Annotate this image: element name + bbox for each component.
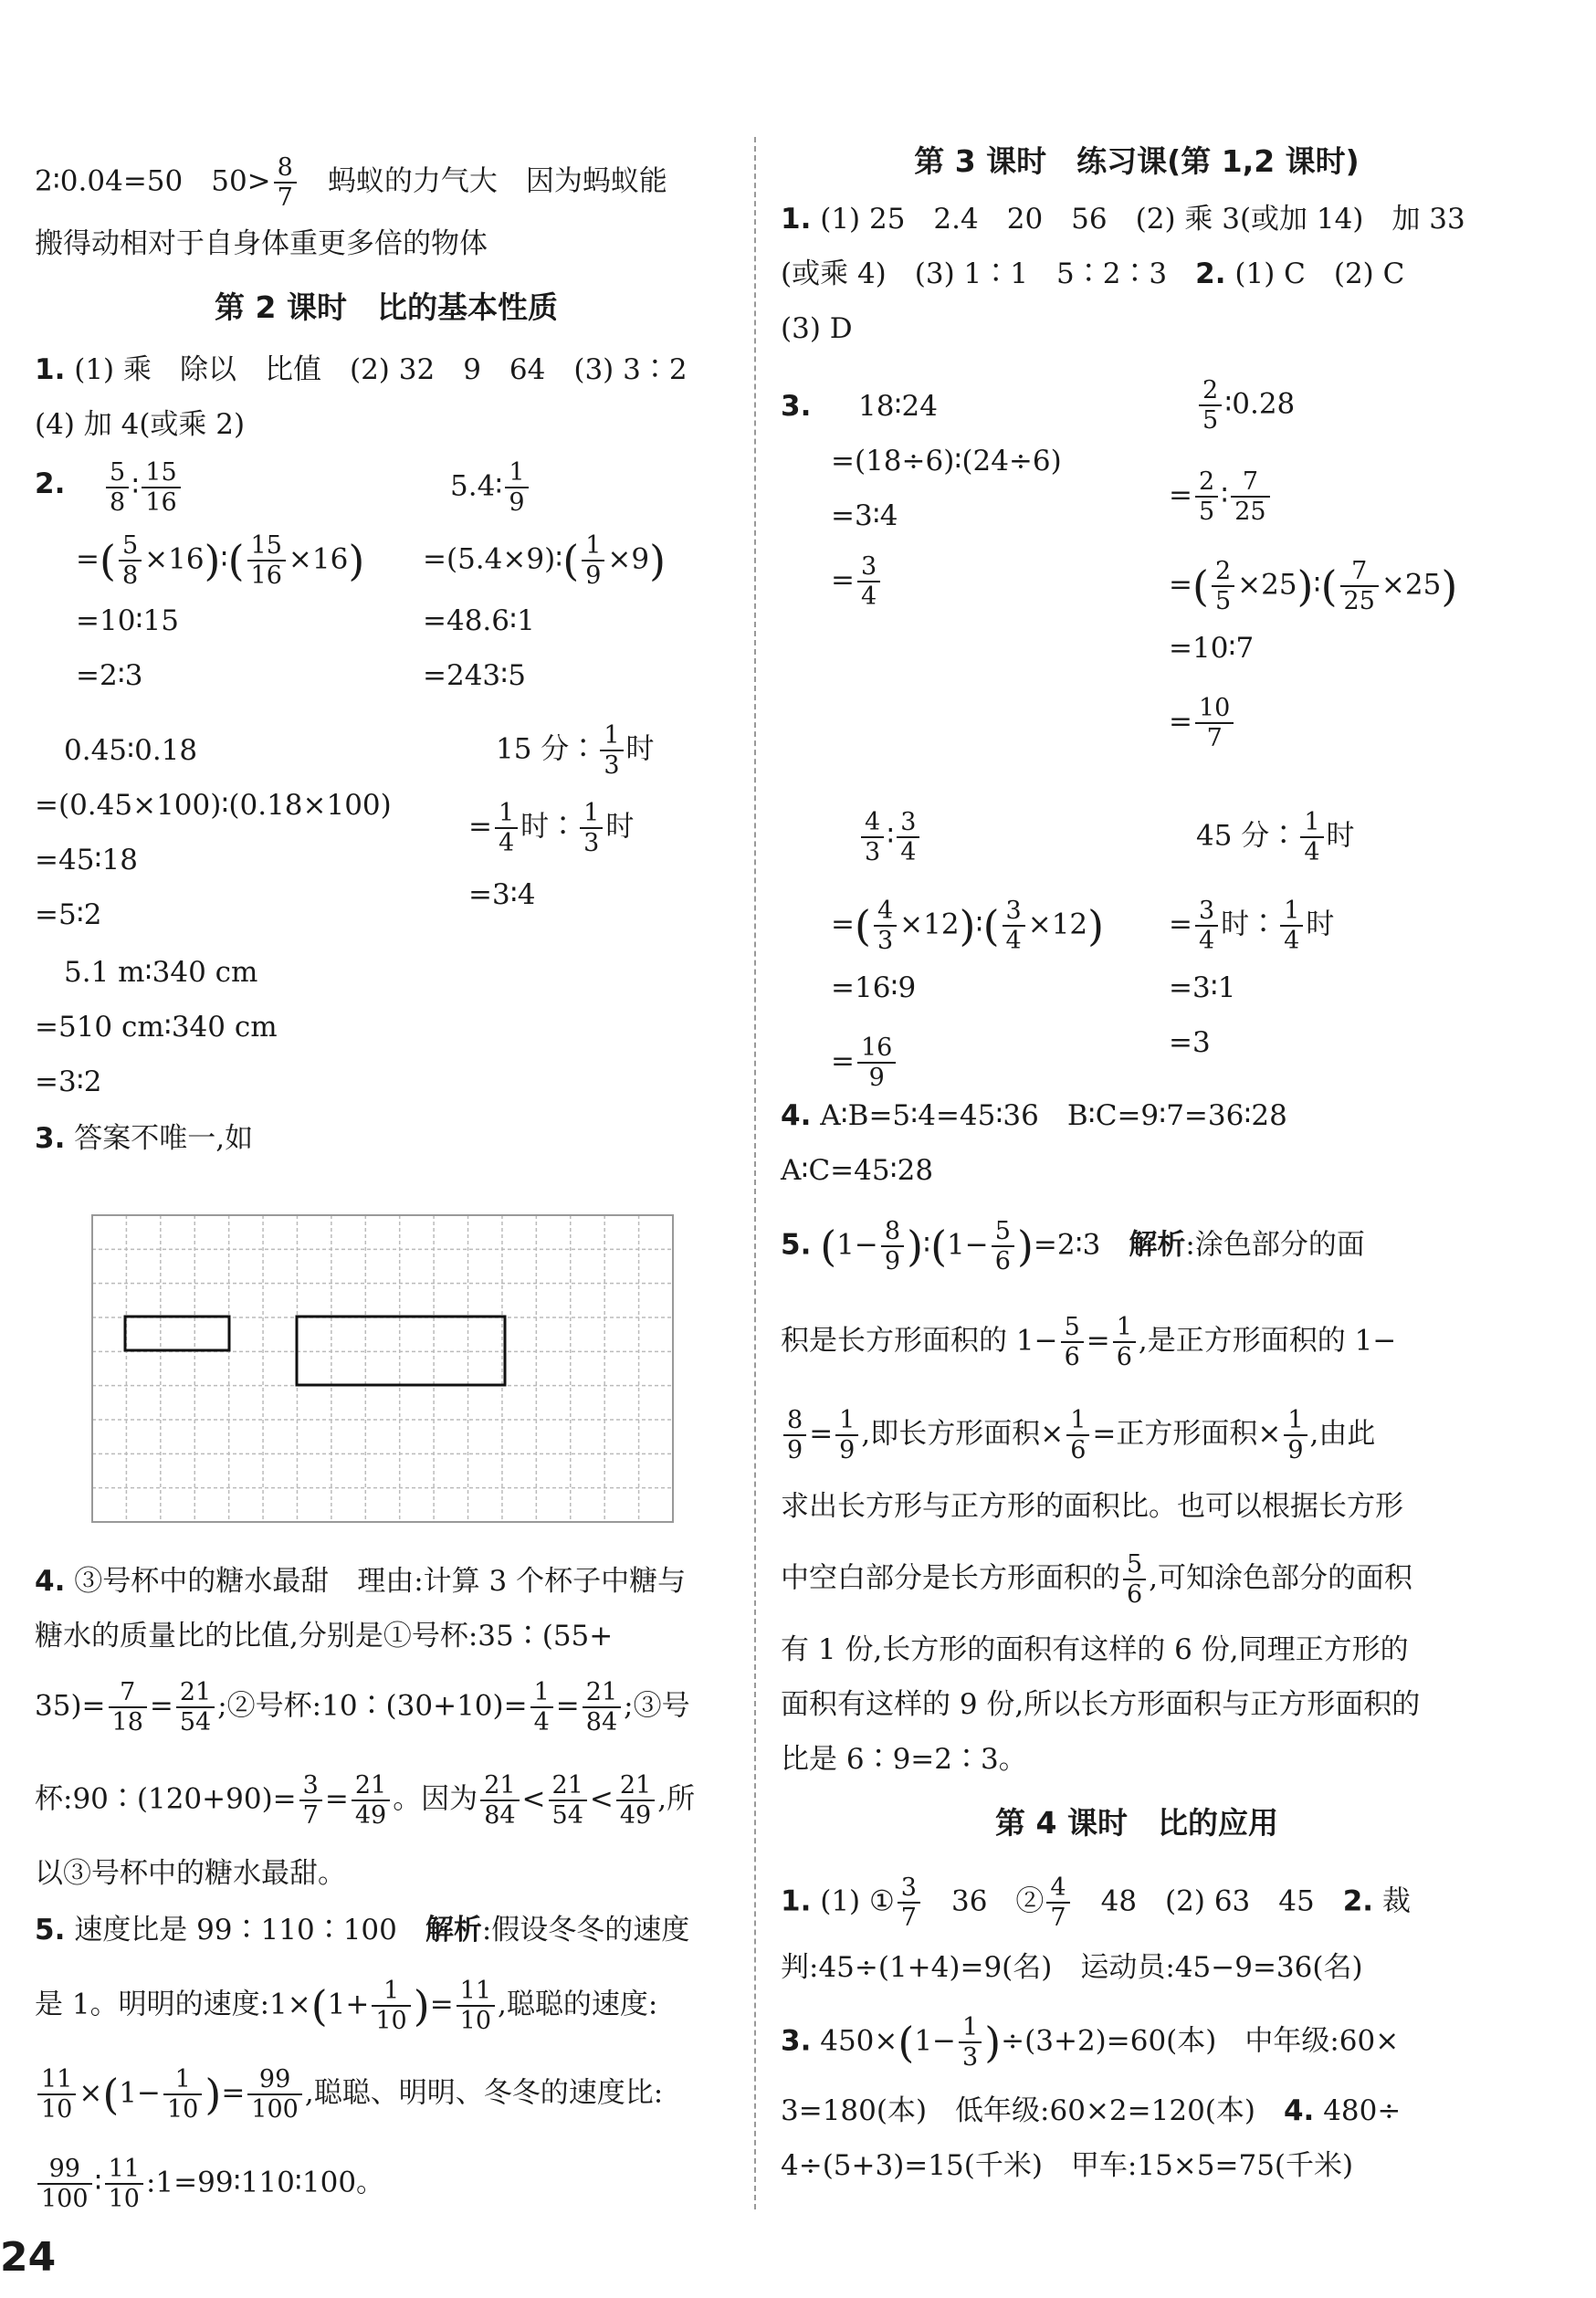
r-q5-line-2: 积是长方形面积的 1− $\frac{5}{6}$ = $\frac{1}{6}$ ,是正方形面积的 1−	[781, 1313, 1397, 1371]
r-q3d-step2: = $\frac{3}{4}$ 时∶ $\frac{1}{4}$ 时	[1169, 897, 1335, 955]
section-title-lesson-4: 第 4 课时 比的应用	[995, 1805, 1278, 1841]
q2c-step4: =5∶2	[35, 898, 102, 931]
r-q5-line-8: 比是 6∶9=2∶3。	[781, 1743, 1027, 1776]
q2a-step2: =( $\frac{5}{8}$ ×16)∶( $\frac{15}{16}$ ×16)	[76, 531, 365, 590]
r-q5-line-7: 面积有这样的 9 份,所以长方形面积与正方形面积的	[781, 1688, 1421, 1721]
q2e-step1: 5.1 m∶340 cm	[64, 956, 258, 989]
r-q5-line-6: 有 1 份,长方形的面积有这样的 6 份,同理正方形的	[781, 1633, 1409, 1666]
q3-line: 3. 答案不唯一,如	[35, 1122, 254, 1155]
q4-line-4: 杯:90∶(120+90)= $\frac{3}{7}$ = $\frac{21}{49}$ 。因为 $\frac{21}{84}$ < $\frac{21}{54}$ < $\frac{21}{49}$ ,所	[35, 1771, 696, 1830]
r-q5-line-4: 求出长方形与正方形的面积比。也可以根据长方形	[781, 1490, 1403, 1523]
s4-q2-line: 判:45÷(1+4)=9(名) 运动员:45−9=36(名)	[781, 1951, 1363, 1984]
q5-line-1: 5. 速度比是 99∶110∶100 解析:假设冬冬的速度	[35, 1914, 690, 1946]
q2b-step2: =(5.4×9)∶( $\frac{1}{9}$ ×9)	[423, 531, 667, 590]
q2c-step1: 0.45∶0.18	[64, 734, 198, 767]
q2-label: 2.	[35, 467, 66, 500]
r-q3c-step4: = $\frac{16}{9}$	[831, 1034, 898, 1092]
r-q3c-step1: $\frac{4}{3}$ ∶ $\frac{3}{4}$	[858, 808, 922, 866]
s4-q4-line: 4÷(5+3)=15(千米) 甲车:15×5=75(千米)	[781, 2149, 1354, 2182]
r-q1-line-2: (或乘 4) (3) 1∶1 5∶2∶3 2. (1) C (2) C	[781, 257, 1405, 290]
q2b-step4: =243∶5	[423, 659, 526, 692]
s4-q1-line: 1. (1) ① $\frac{3}{7}$ 36 ② $\frac{4}{7}$ 48 (2) 63 45 2. 裁	[781, 1873, 1411, 1932]
q2b-step3: =48.6∶1	[423, 604, 535, 637]
r-q3a-step3: =3∶4	[831, 499, 898, 532]
r-q3a-step4: = $\frac{3}{4}$	[831, 552, 883, 611]
q2e-step2: =510 cm∶340 cm	[35, 1011, 278, 1044]
s4-q3-line-2: 3=180(本) 低年级:60×2=120(本) 4. 480÷	[781, 2094, 1402, 2127]
r-q3c-step3: =16∶9	[831, 971, 917, 1004]
r-q3a-step2: =(18÷6)∶(24÷6)	[831, 445, 1062, 477]
q4-line-3: 35)= $\frac{7}{18}$ = $\frac{21}{54}$ ;②号杯:10∶(30+10)= $\frac{1}{4}$ = $\frac{21}{84}$ ;③号	[35, 1678, 690, 1737]
q2d-step2: = $\frac{1}{4}$ 时∶ $\frac{1}{3}$ 时	[468, 799, 635, 857]
large-rectangle	[297, 1317, 505, 1385]
r-q5-line-5: 中空白部分是长方形面积的 $\frac{5}{6}$ ,可知涂色部分的面积	[781, 1550, 1413, 1609]
q1-line-2: (4) 加 4(或乘 2)	[35, 408, 246, 441]
q4-line-5: 以③号杯中的糖水最甜。	[35, 1857, 346, 1890]
section-title-lesson-2: 第 2 课时 比的基本性质	[215, 289, 558, 325]
q4-line-1: 4. ③号杯中的糖水最甜 理由:计算 3 个杯子中糖与	[35, 1565, 687, 1598]
r-q4-line-2: A∶C=45∶28	[781, 1154, 934, 1187]
r-q1-line-3: (3) D	[781, 312, 853, 345]
small-rectangle	[125, 1317, 229, 1350]
r-q3a-step1: 18∶24	[858, 390, 938, 423]
r-q3b-step3: =( $\frac{2}{5}$ ×25)∶( $\frac{7}{25}$ ×25)	[1169, 557, 1458, 615]
r-q3d-step4: =3	[1169, 1026, 1211, 1059]
q1-line-1: 1. (1) 乘 除以 比值 (2) 32 9 64 (3) 3∶2	[35, 353, 688, 386]
grid-figure	[91, 1214, 676, 1525]
r-q3d-step1: 45 分∶ $\frac{1}{4}$ 时	[1196, 808, 1355, 866]
r-q3d-step3: =3∶1	[1169, 971, 1236, 1004]
intro-line-2: 搬得动相对于自身体重更多倍的物体	[35, 227, 488, 260]
q2b-step1: 5.4∶ $\frac{1}{9}$	[450, 458, 531, 517]
q2a-step1: $\frac{5}{8}$ ∶ $\frac{15}{16}$	[103, 458, 184, 517]
r-q3-label: 3.	[781, 390, 812, 423]
r-q3b-step1: $\frac{2}{5}$ ∶0.28	[1196, 376, 1295, 435]
grid-lines	[92, 1215, 673, 1522]
q2c-step2: =(0.45×100)∶(0.18×100)	[35, 789, 392, 822]
r-q4-line-1: 4. A∶B=5∶4=45∶36 B∶C=9∶7=36∶28	[781, 1099, 1287, 1132]
r-q3b-step4: =10∶7	[1169, 632, 1255, 665]
r-q3b-step5: = $\frac{10}{7}$	[1169, 694, 1236, 752]
q2a-step3: =10∶15	[76, 604, 179, 637]
intro-line-1: 2∶0.04=50 50> $\frac{8}{7}$ 蚂蚁的力气大 因为蚂蚁能	[35, 153, 667, 212]
r-q5-line-1: 5. (1− $\frac{8}{9}$ )∶(1− $\frac{5}{6}$ )=2∶3 解析:涂色部分的面	[781, 1217, 1365, 1275]
q4-line-2: 糖水的质量比的比值,分别是①号杯:35∶(55+	[35, 1620, 614, 1653]
r-q1-line-1: 1. (1) 25 2.4 20 56 (2) 乘 3(或加 14) 加 33	[781, 203, 1465, 236]
outer-border	[92, 1215, 673, 1522]
r-q3b-step2: = $\frac{2}{5}$ ∶ $\frac{7}{25}$	[1169, 467, 1273, 526]
q2e-step3: =3∶2	[35, 1065, 102, 1098]
section-title-lesson-3: 第 3 课时 练习课(第 1,2 课时)	[914, 143, 1360, 179]
q2c-step3: =45∶18	[35, 844, 138, 876]
q2a-step4: =2∶3	[76, 659, 143, 692]
s4-q3-line-1: 3. 450×(1− $\frac{1}{3}$ )÷(3+2)=60(本) 中年级:60×	[781, 2013, 1400, 2072]
r-q3c-step2: =( $\frac{4}{3}$ ×12)∶( $\frac{3}{4}$ ×12)	[831, 897, 1105, 955]
r-q5-line-3: $\frac{8}{9}$ = $\frac{1}{9}$ ,即长方形面积× $\frac{1}{6}$ =正方形面积× $\frac{1}{9}$ ,由此	[781, 1406, 1375, 1464]
q2d-step1: 15 分∶ $\frac{1}{3}$ 时	[496, 721, 655, 780]
page-number: 24	[0, 2234, 57, 2281]
q2d-step3: =3∶4	[468, 878, 536, 911]
column-divider	[754, 137, 756, 2209]
q5-line-2: 是 1。明明的速度:1×(1+ $\frac{1}{10}$ )= $\frac{11}{10}$ ,聪聪的速度:	[35, 1977, 658, 2035]
q5-line-4: $\frac{99}{100}$ ∶ $\frac{11}{10}$ :1=99∶110∶100。	[35, 2155, 384, 2213]
q5-line-3: $\frac{11}{10}$ ×(1− $\frac{1}{10}$ )= $\frac{99}{100}$ ,聪聪、明明、冬冬的速度比:	[35, 2065, 663, 2124]
